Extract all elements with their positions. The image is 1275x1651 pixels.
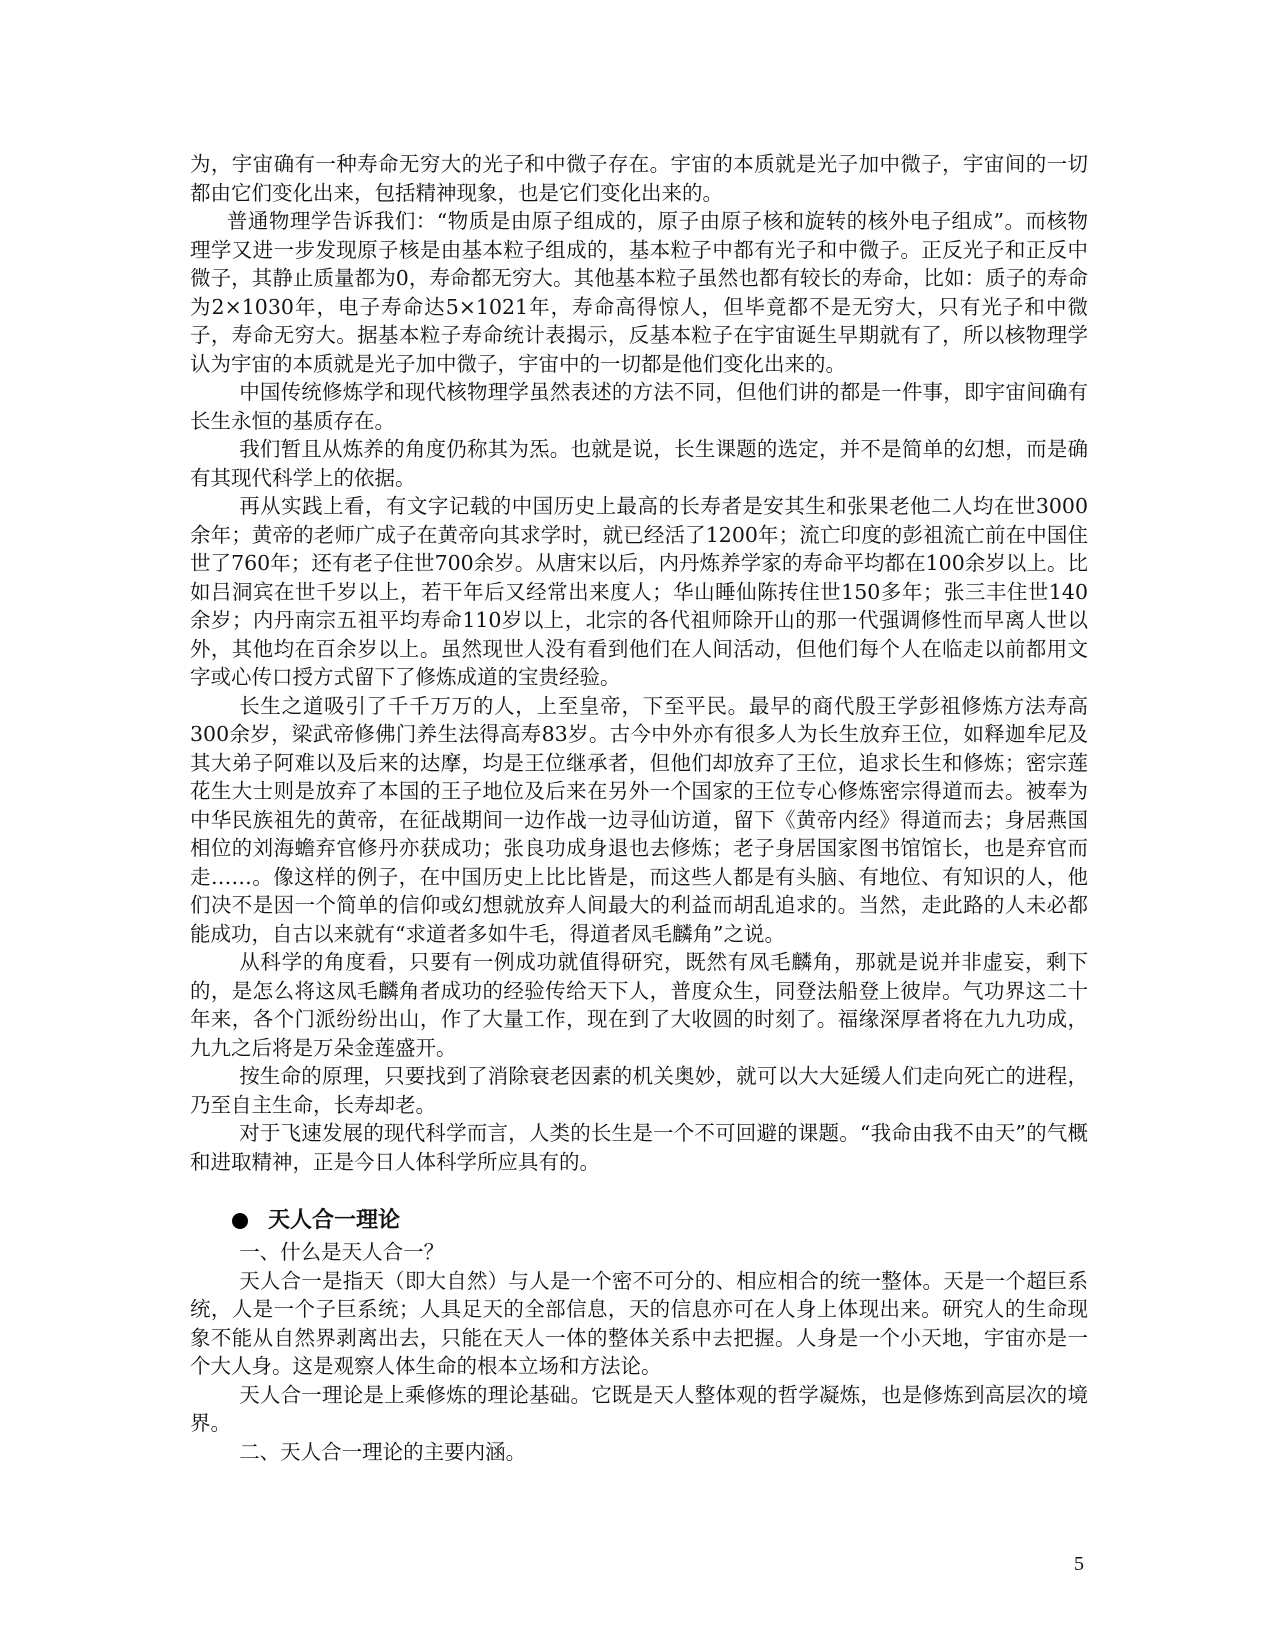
paragraph: 按生命的原理，只要找到了消除衰老因素的机关奥妙，就可以大大延缓人们走向死亡的进程，乃至自主生命，长寿却老。	[190, 1064, 1088, 1117]
paragraph: 再从实践上看，有文字记载的中国历史上最高的长寿者是安其生和张果老他二人均在世3000余年；黄帝的老师广成子在黄帝向其求学时，就已经活了1200年；流亡印度的彭祖流亡前在中国住世了760年；还有老子住世700余岁。从唐宋以后，内丹炼养学家的寿命平均都在100余岁以上。比如吕洞宾在世千岁以上，若干年后又经常出来度人；华山睡仙陈抟住世150多年；张三丰住世140余岁；内丹南宗五祖平均寿命110岁以上，北宗的各代祖师除开山的那一代强调修性而早离人世以外，其他均在百余岁以上。虽然现世人没有看到他们在人间活动，但他们每个人在临走以前都用文字或心传口授方式留下了修炼成道的宝贵经验。	[190, 494, 1088, 689]
paragraph: 中国传统修炼学和现代核物理学虽然表述的方法不同，但他们讲的都是一件事，即宇宙间确有长生永恒的基质存在。	[190, 380, 1088, 433]
body-text	[190, 150, 1088, 1466]
paragraph: 天人合一是指天（即大自然）与人是一个密不可分的、相应相合的统一整体。天是一个超巨系统，人是一个子巨系统；人具足天的全部信息，天的信息亦可在人身上体现出来。研究人的生命现象不能从自然界剥离出去，只能在天人一体的整体关系中去把握。人身是一个小天地，宇宙亦是一个大人身。这是观察人体生命的根本立场和方法论。	[190, 1268, 1088, 1378]
paragraph: 二、天人合一理论的主要内涵。	[239, 1439, 527, 1464]
section-heading	[232, 1206, 1088, 1236]
paragraph: 长生之道吸引了千千万万的人，上至皇帝，下至平民。最早的商代殷王学彭祖修炼方法寿高300余岁，梁武帝修佛门养生法得高寿83岁。古今中外亦有很多人为长生放弃王位，如释迦牟尼及其大弟子阿难以及后来的达摩，均是王位继承者，但他们却放弃了王位，追求长生和修炼；密宗莲花生大士则是放弃了本国的王子地位及后来在另外一个国家的王位专心修炼密宗得道而去。被奉为中华民族祖先的黄帝，在征战期间一边作战一边寻仙访道，留下《黄帝内经》得道而去；身居燕国相位的刘海蟾弃官修丹亦获成功；张良功成身退也去修炼；老子身居国家图书馆馆长，也是弃官而走……。像这样的例子，在中国历史上比比皆是，而这些人都是有头脑、有地位、有知识的人，他们决不是因一个简单的信仰或幻想就放弃人间最大的利益而胡乱追求的。当然，走此路的人未必都能成功，自古以来就有“求道者多如牛毛，得道者凤毛麟角”之说。	[190, 693, 1088, 946]
paragraph: 普通物理学告诉我们：“物质是由原子组成的，原子由原子核和旋转的核外电子组成”。而核物理学又进一步发现原子核是由基本粒子组成的，基本粒子中都有光子和中微子。正反光子和正反中微子，其静止质量都为0，寿命都无穷大。其他基本粒子虽然也都有较长的寿命，比如：质子的寿命为2×1030年，电子寿命达5×1021年，寿命高得惊人，但毕竟都不是无穷大，只有光子和中微子，寿命无穷大。据基本粒子寿命统计表揭示，反基本粒子在宇宙诞生早期就有了，所以核物理学认为宇宙的本质就是光子加中微子，宇宙中的一切都是他们变化出来的。	[190, 209, 1088, 376]
paragraph: 为，宇宙确有一种寿命无穷大的光子和中微子存在。宇宙的本质就是光子加中微子，宇宙间的一切都由它们变化出来，包括精神现象，也是它们变化出来的。	[190, 152, 1088, 205]
paragraph: 对于飞速发展的现代科学而言，人类的长生是一个不可回避的课题。“我命由我不由天”的气概和进取精神，正是今日人体科学所应具有的。	[190, 1121, 1088, 1174]
paragraph: 一、什么是天人合一？	[239, 1240, 445, 1264]
paragraph: 天人合一理论是上乘修炼的理论基础。它既是天人整体观的哲学凝炼，也是修炼到高层次的境界。	[190, 1382, 1088, 1435]
bullet-icon	[232, 1213, 248, 1229]
page-number: 5	[1074, 1553, 1084, 1575]
paragraph: 我们暂且从炼养的角度仍称其为炁。也就是说，长生课题的选定，并不是简单的幻想，而是确有其现代科学上的依据。	[190, 437, 1088, 490]
paragraph: 从科学的角度看，只要有一例成功就值得研究，既然有凤毛麟角，那就是说并非虚妄，剩下的，是怎么将这凤毛麟角者成功的经验传给天下人，普度众生，同登法船登上彼岸。气功界这二十年来，各个门派纷纷出山，作了大量工作，现在到了大收圆的时刻了。福缘深厚者将在九九功成，九九之后将是万朵金莲盛开。	[190, 950, 1088, 1060]
section-heading-text: 天人合一理论	[268, 1208, 401, 1233]
